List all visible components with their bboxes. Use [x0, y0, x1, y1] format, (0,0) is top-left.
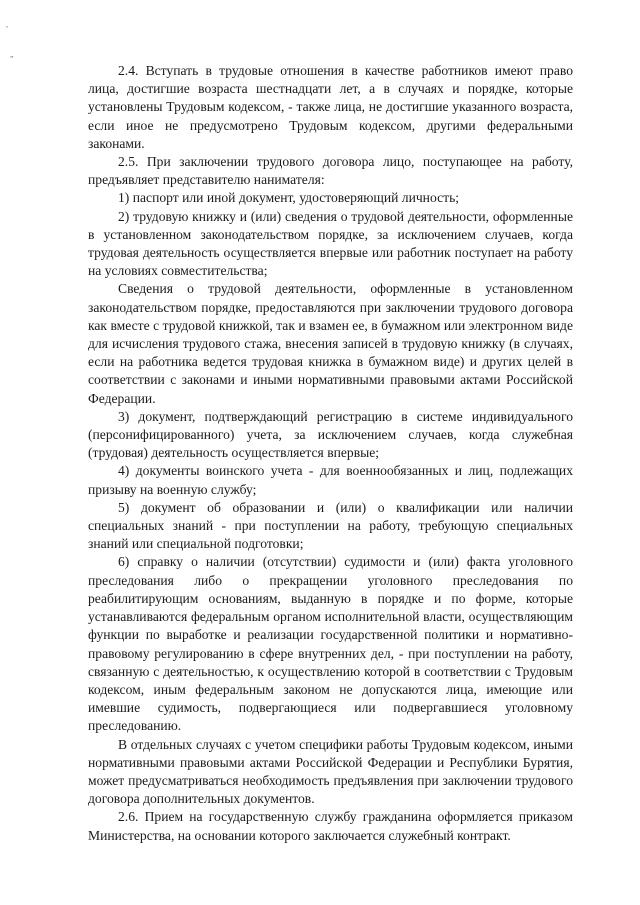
list-item-criminal-record: 6) справку о наличии (отсутствии) судимости и (или) факта уголовного преследования либо о прекращении уголовного преследования по реабилитирующим основаниям, выданную в порядке и по форме, которые устанавливаются федеральным органом исполнительной власти, осуществляющим функции по выработке и реализации государственной политики и нормативно-правовому регулированию в сфере внутренних дел, - при поступлении на работу, связанную с деятельностью, к осуществлению которой в соответствии с Трудовым кодексом, иным федеральным законом не допускаются лица, имеющие или имевшие судимость, подвергающиеся или подвергавшиеся уголовному преследованию. — [88, 554, 573, 734]
document-page — [88, 62, 573, 845]
paragraph-2-6: 2.6. Прием на государственную службу гражданина оформляется приказом Министерства, на основании которого заключается служебный контракт. — [88, 809, 573, 843]
list-item-education: 5) документ об образовании и (или) о квалификации или наличии специальных знаний - при поступлении на работу, требующую специальных знаний или специальной подготовки; — [88, 499, 573, 552]
margin-mark: „ — [10, 50, 14, 59]
margin-mark: , — [6, 20, 8, 29]
paragraph-labor-info: Сведения о трудовой деятельности, оформленные в установленном законодательством порядке, предоставляются при заключении трудового договора как вместе с трудовой книжкой, так и взамен ее, в бумажном или электронном виде для исчисления трудового стажа, внесения записей в трудовую книжку (в случаях, если на работника ведется трудовая книжка в бумажном виде) и других целей в соответствии с законами и иными нормативными правовыми актами Российской Федерации. — [88, 281, 573, 406]
list-item-passport: 1) паспорт или иной документ, удостоверяющий личность; — [118, 190, 460, 206]
list-item-military: 4) документы воинского учета - для военнообязанных и лиц, подлежащих призыву на военную службу; — [88, 463, 573, 497]
paragraph-2-5: 2.5. При заключении трудового договора лицо, поступающее на работу, предъявляет представителю нанимателя: — [88, 154, 573, 188]
paragraph-additional-docs: В отдельных случаях с учетом специфики работы Трудовым кодексом, иными нормативными правовыми актами Российской Федерации и Республики Бурятия, может предусматриваться необходимость предъявления при заключении трудового договора дополнительных документов. — [88, 736, 573, 807]
list-item-labor-book: 2) трудовую книжку и (или) сведения о трудовой деятельности, оформленные в установленном законодательством порядке, за исключением случаев, когда трудовая деятельность осуществляется впервые или работник поступает на работу на условиях совместительства; — [88, 208, 573, 279]
list-item-registration: 3) документ, подтверждающий регистрацию в системе индивидуального (персонифицированного) учета, за исключением случаев, когда служебная (трудовая) деятельность осуществляется впервые; — [88, 408, 573, 461]
paragraph-2-4: 2.4. Вступать в трудовые отношения в качестве работников имеют право лица, достигшие возраста шестнадцати лет, а в случаях и порядке, которые установлены Трудовым кодексом, - также лица, не достигшие указанного возраста, если иное не предусмотрено Трудовым кодексом, другими федеральными законами. — [88, 63, 573, 151]
